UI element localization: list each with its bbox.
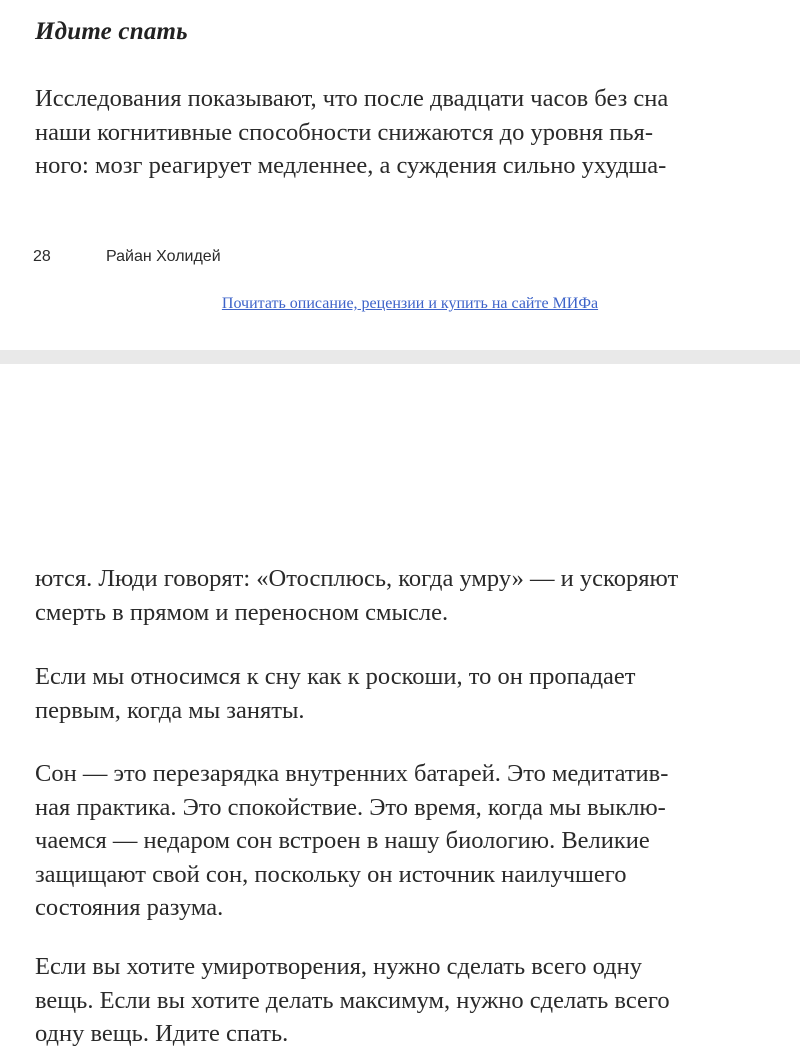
text-line: одну вещь. Идите спать.: [35, 1020, 289, 1047]
text-line: вещь. Если вы хотите делать максимум, нужно сделать всего: [35, 986, 670, 1014]
text-line: состояния разума.: [35, 894, 224, 921]
text-line: защищают свой сон, поскольку он источник наилучшего: [35, 860, 627, 888]
text-line: ная практика. Это спокойствие. Это время, когда мы выклю-: [35, 793, 666, 821]
buy-book-link[interactable]: Почитать описание, рецензии и купить на сайте МИФа: [221, 295, 599, 312]
text-line: первым, когда мы заняты.: [35, 696, 305, 724]
text-line: ются. Люди говорят: «Отосплюсь, когда умру» — и ускоряют: [35, 565, 679, 592]
text-line: ного: мозг реагирует медленнее, а суждения сильно ухудша-: [35, 152, 667, 179]
book-page-excerpt-top: [0, 0, 800, 350]
text-line: Исследования показывают, что после двадцати часов без сна: [35, 85, 669, 112]
text-line: смерть в прямом и переносном смысле.: [35, 598, 449, 626]
text-line: Если вы хотите умиротворения, нужно сделать всего одну: [35, 953, 642, 980]
page-number: 28: [33, 248, 51, 265]
text-line: Если мы относимся к сну как к роскоши, то он пропадает: [35, 663, 636, 690]
text-line: чаемся — недаром сон встроен в нашу биологию. Великие: [35, 827, 650, 854]
chapter-heading: Идите спать: [35, 18, 188, 45]
paragraph: [35, 950, 670, 1051]
paragraph: [35, 562, 678, 629]
paragraph-intro: [35, 82, 668, 183]
text-line: Сон — это перезарядка внутренних батарей. Это медитатив-: [35, 760, 669, 787]
running-author: Райан Холидей: [106, 248, 221, 265]
text-line: наши когнитивные способности снижаются до уровня пья-: [35, 118, 653, 146]
paragraph: [35, 757, 668, 925]
paragraph: [35, 660, 636, 727]
section-divider: [0, 350, 800, 364]
